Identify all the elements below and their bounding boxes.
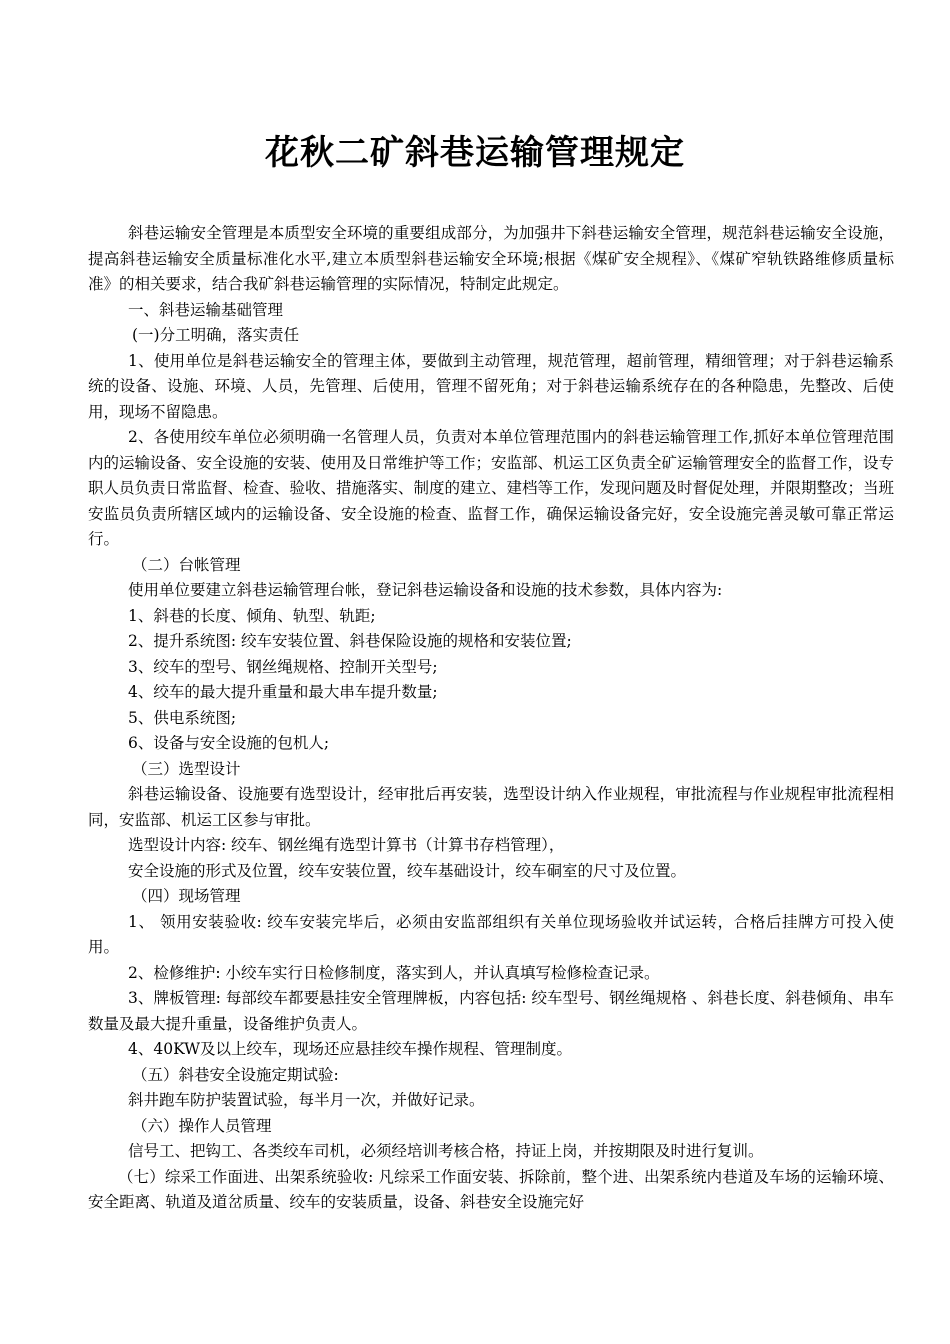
paragraph: 1、 领用安装验收: 绞车安装完毕后，必须由安监部组织有关单位现场验收并试运转，合格后挂牌方可投入使用。 — [88, 912, 894, 956]
paragraph: 3、绞车的型号、钢丝绳规格、控制开关型号; — [128, 657, 438, 676]
paragraph: (一)分工明确，落实责任 — [132, 326, 300, 344]
paragraph: 使用单位要建立斜巷运输管理台帐，登记斜巷运输设备和设施的技术参数，具体内容为: — [128, 581, 723, 599]
document-body — [88, 221, 894, 1216]
paragraph: 斜巷运输安全管理是本质型安全环境的重要组成部分，为加强井下斜巷运输安全管理，规范斜巷运输安全设施，提高斜巷运输安全质量标准化水平,建立本质型斜巷运输安全环境;根据《煤矿安全规程》、《煤矿窄轨铁路维修质量标准》的相关要求，结合我矿斜巷运输管理的实际情况，特制定此规定。 — [88, 224, 894, 293]
paragraph: 5、供电系统图; — [128, 708, 237, 727]
paragraph: 4、绞车的最大提升重量和最大串车提升数量; — [128, 683, 438, 701]
paragraph: 3、牌板管理: 每部绞车都要悬挂安全管理牌板，内容包括: 绞车型号、钢丝绳规格 、斜巷长度、斜巷倾角、串车数量及最大提升重量，设备维护负责人。 — [88, 989, 894, 1033]
paragraph: （四）现场管理 — [132, 887, 241, 905]
paragraph: 2、各使用绞车单位必须明确一名管理人员，负责对本单位管理范围内的斜巷运输管理工作,抓好本单位管理范围内的运输设备、安全设施的安装、使用及日常维护等工作；安监部、机运工区负责全矿运输管理安全的监督工作，设专职人员负责日常监督、检查、验收、措施落实、制度的建立、建档等工作，发现问题及时督促处理，并限期整改；当班安监员负责所辖区域内的运输设备、安全设施的检查、监督工作，确保运输设备完好，安全设施完善灵敏可靠正常运行。 — [88, 428, 895, 548]
paragraph: 斜巷运输设备、设施要有选型设计，经审批后再安装，选型设计纳入作业规程，审批流程与作业规程审批流程相同，安监部、机运工区参与审批。 — [88, 785, 894, 829]
paragraph: 4、40KW及以上绞车，现场还应悬挂绞车操作规程、管理制度。 — [128, 1040, 573, 1058]
paragraph: 6、设备与安全设施的包机人; — [128, 734, 330, 752]
paragraph: （三）选型设计 — [132, 759, 241, 778]
paragraph: 信号工、把钩工、各类绞车司机，必须经培训考核合格，持证上岗，并按期限及时进行复训。 — [128, 1142, 764, 1160]
paragraph: （二）台帐管理 — [132, 555, 241, 574]
paragraph: 一、斜巷运输基础管理 — [128, 300, 284, 319]
paragraph: （五）斜巷安全设施定期试验: — [132, 1065, 339, 1084]
paragraph: 1、斜巷的长度、倾角、轨型、轨距; — [128, 606, 376, 625]
paragraph: 斜井跑车防护装置试验，每半月一次，并做好记录。 — [128, 1091, 485, 1109]
paragraph: 选型设计内容: 绞车、钢丝绳有选型计算书（计算书存档管理）， — [128, 836, 565, 854]
paragraph: （七）综采工作面进、出架系统验收: 凡综采工作面安装、拆除前，整个进、出架系统内巷道及车场的运输环境、安全距离、轨道及道岔质量、绞车的安装质量，设备、斜巷安全设施完好 — [88, 1167, 894, 1211]
paragraph: 安全设施的形式及位置，绞车安装位置，绞车基础设计，绞车硐室的尺寸及位置。 — [128, 861, 687, 880]
paragraph: （六）操作人员管理 — [132, 1116, 272, 1135]
paragraph: 1、使用单位是斜巷运输安全的管理主体，要做到主动管理，规范管理，超前管理，精细管理；对于斜巷运输系统的设备、设施、环境、人员，先管理、后使用，管理不留死角；对于斜巷运输系统存在的各种隐患，先整改、后使用，现场不留隐患。 — [88, 351, 894, 421]
document-title: 花秋二矿斜巷运输管理规定 — [265, 133, 685, 173]
paragraph: 2、提升系统图: 绞车安装位置、斜巷保险设施的规格和安装位置; — [128, 632, 572, 650]
paragraph: 2、检修维护: 小绞车实行日检修制度，落实到人，并认真填写检修检查记录。 — [128, 963, 660, 982]
